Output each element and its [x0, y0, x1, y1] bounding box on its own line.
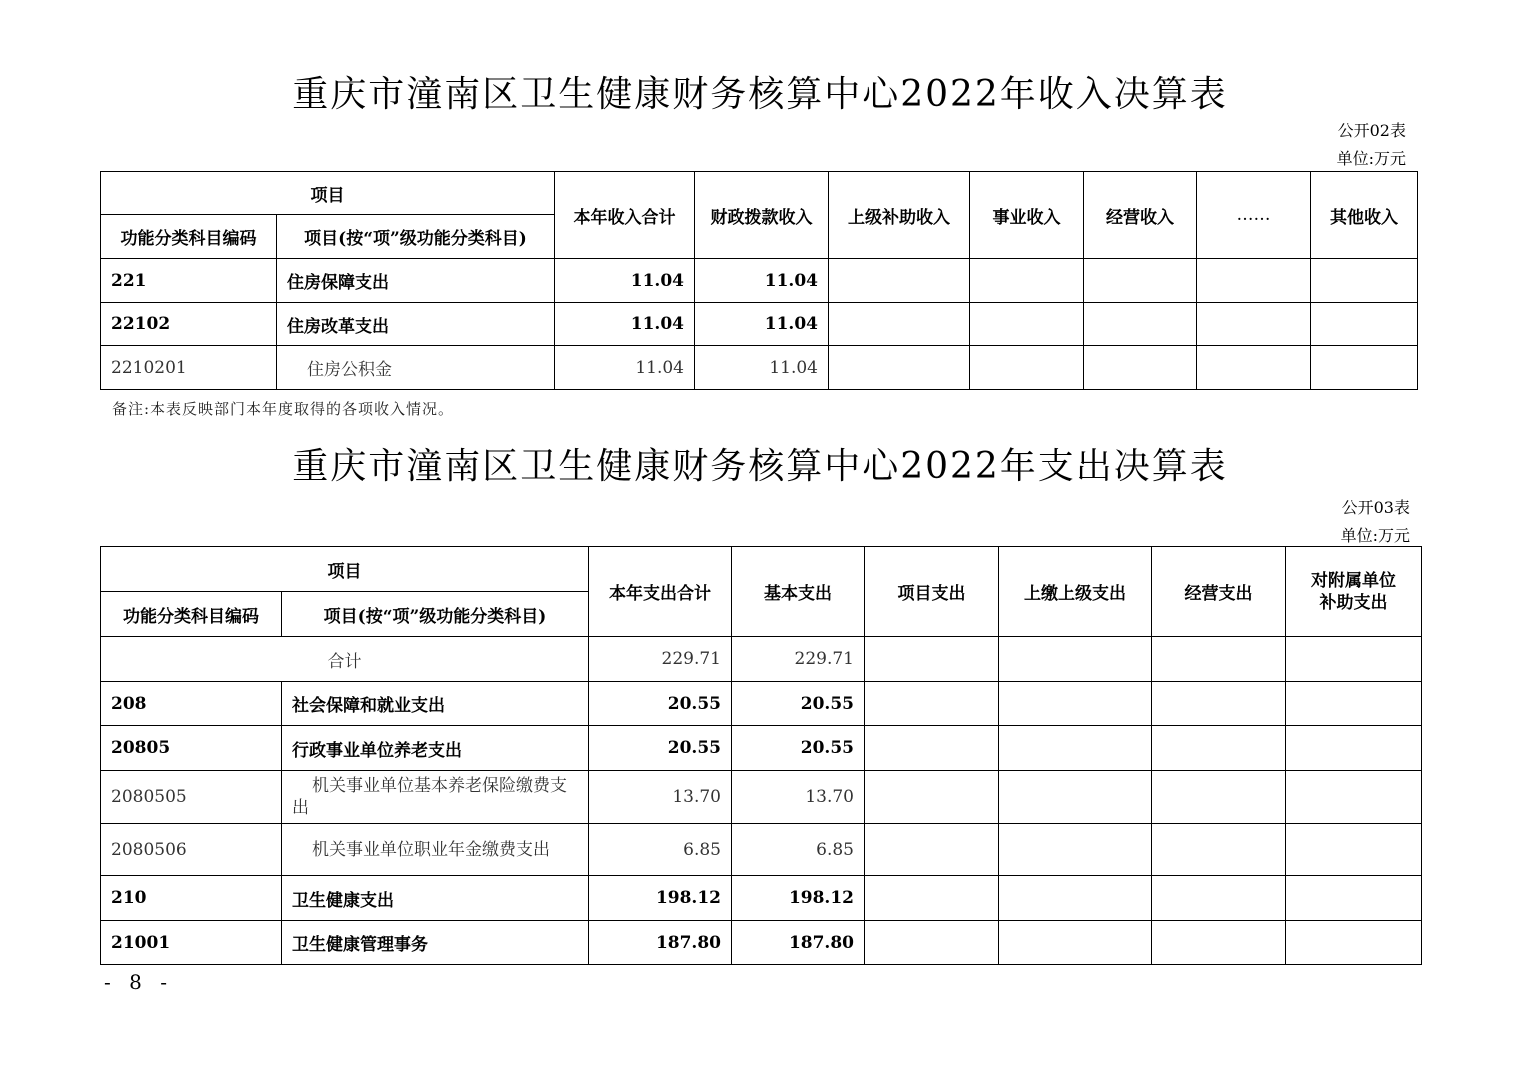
empty-cell: [1152, 771, 1286, 824]
empty-cell: [1084, 259, 1197, 303]
income-table-number: 公开02表: [1337, 121, 1406, 140]
table-row: [101, 824, 1422, 876]
expense-header-row: [101, 547, 1422, 592]
row-code: 22102: [101, 303, 277, 346]
table-row: [101, 346, 1418, 390]
empty-cell: [1152, 726, 1286, 771]
total-basic: 229.71: [732, 637, 865, 682]
table-row: [101, 726, 1422, 771]
table-row: [101, 303, 1418, 346]
row-code: 2080506: [101, 824, 282, 876]
row-code: 2080505: [101, 771, 282, 824]
empty-cell: [1084, 303, 1197, 346]
total-value: 229.71: [589, 637, 732, 682]
expense-header-project: 项目支出: [865, 547, 999, 637]
expense-header-name: 项目(按“项”级功能分类科目): [282, 592, 589, 637]
empty-cell: [999, 876, 1152, 921]
income-header-fiscal: 财政拨款收入: [695, 172, 829, 259]
empty-cell: [1197, 346, 1311, 390]
income-note: 备注:本表反映部门本年度取得的各项收入情况。: [112, 400, 455, 418]
row-basic: 20.55: [732, 682, 865, 726]
empty-cell: [999, 771, 1152, 824]
expense-header-total: 本年支出合计: [589, 547, 732, 637]
row-fiscal: 11.04: [695, 303, 829, 346]
row-basic: 187.80: [732, 921, 865, 965]
total-label: 合计: [101, 637, 589, 682]
expense-header-group: 项目: [101, 547, 589, 592]
empty-cell: [865, 824, 999, 876]
row-name: 机关事业单位职业年金缴费支出: [282, 824, 589, 876]
row-total: 11.04: [555, 346, 695, 390]
income-header-code: 功能分类科目编码: [101, 215, 277, 259]
row-total: 11.04: [555, 303, 695, 346]
row-fiscal: 11.04: [695, 346, 829, 390]
row-name: 住房公积金: [277, 346, 555, 390]
expense-table-number: 公开03表: [1341, 498, 1410, 517]
row-basic: 6.85: [732, 824, 865, 876]
row-code: 20805: [101, 726, 282, 771]
empty-cell: [865, 771, 999, 824]
empty-cell: [1286, 726, 1422, 771]
empty-cell: [865, 921, 999, 965]
expense-header-code: 功能分类科目编码: [101, 592, 282, 637]
empty-cell: [1152, 824, 1286, 876]
expense-unit: 单位:万元: [1340, 526, 1410, 545]
empty-cell: [1197, 303, 1311, 346]
row-code: 21001: [101, 921, 282, 965]
table-row: [101, 682, 1422, 726]
expense-header-remit: 上缴上级支出: [999, 547, 1152, 637]
empty-cell: [1084, 346, 1197, 390]
income-header-other: 其他收入: [1311, 172, 1418, 259]
empty-cell: [970, 346, 1084, 390]
table-row: [101, 259, 1418, 303]
empty-cell: [999, 637, 1152, 682]
row-name: 行政事业单位养老支出: [282, 726, 589, 771]
empty-cell: [1197, 259, 1311, 303]
row-basic: 20.55: [732, 726, 865, 771]
empty-cell: [999, 682, 1152, 726]
empty-cell: [1152, 921, 1286, 965]
income-header-name: 项目(按“项”级功能分类科目): [277, 215, 555, 259]
expense-table: [100, 546, 1422, 965]
row-name: 住房保障支出: [277, 259, 555, 303]
income-table: [100, 171, 1418, 390]
income-header-superior: 上级补助收入: [829, 172, 970, 259]
income-unit: 单位:万元: [1336, 149, 1406, 168]
empty-cell: [970, 303, 1084, 346]
row-basic: 198.12: [732, 876, 865, 921]
row-total: 198.12: [589, 876, 732, 921]
income-header-row: [101, 172, 1418, 215]
empty-cell: [865, 637, 999, 682]
row-name: 卫生健康管理事务: [282, 921, 589, 965]
expense-header-operating: 经营支出: [1152, 547, 1286, 637]
empty-cell: [1286, 876, 1422, 921]
row-code: 221: [101, 259, 277, 303]
page-number: - 8 -: [104, 970, 173, 994]
row-total: 20.55: [589, 682, 732, 726]
expense-title: 重庆市潼南区卫生健康财务核算中心2022年支出决算表: [292, 446, 1228, 487]
row-fiscal: 11.04: [695, 259, 829, 303]
income-header-ellipsis: ……: [1197, 172, 1311, 259]
income-header-total: 本年收入合计: [555, 172, 695, 259]
empty-cell: [829, 346, 970, 390]
empty-cell: [999, 824, 1152, 876]
empty-cell: [999, 921, 1152, 965]
empty-cell: [829, 303, 970, 346]
empty-cell: [1286, 771, 1422, 824]
income-title: 重庆市潼南区卫生健康财务核算中心2022年收入决算表: [292, 74, 1228, 115]
row-total: 6.85: [589, 824, 732, 876]
empty-cell: [1311, 346, 1418, 390]
income-header-business: 事业收入: [970, 172, 1084, 259]
row-name: 住房改革支出: [277, 303, 555, 346]
row-total: 11.04: [555, 259, 695, 303]
row-total: 187.80: [589, 921, 732, 965]
table-row: [101, 771, 1422, 824]
empty-cell: [1152, 682, 1286, 726]
row-total: 13.70: [589, 771, 732, 824]
row-name: 机关事业单位基本养老保险缴费支出: [282, 771, 589, 824]
table-row: [101, 876, 1422, 921]
empty-cell: [1286, 637, 1422, 682]
row-name: 卫生健康支出: [282, 876, 589, 921]
income-header-group: 项目: [101, 172, 555, 215]
income-header-operating: 经营收入: [1084, 172, 1197, 259]
empty-cell: [1286, 824, 1422, 876]
empty-cell: [1286, 921, 1422, 965]
empty-cell: [1152, 637, 1286, 682]
empty-cell: [1311, 303, 1418, 346]
total-row: [101, 637, 1422, 682]
empty-cell: [1152, 876, 1286, 921]
empty-cell: [865, 726, 999, 771]
row-code: 210: [101, 876, 282, 921]
table-row: [101, 921, 1422, 965]
empty-cell: [970, 259, 1084, 303]
row-code: 2210201: [101, 346, 277, 390]
row-code: 208: [101, 682, 282, 726]
row-name: 社会保障和就业支出: [282, 682, 589, 726]
expense-header-subsidy: 对附属单位补助支出: [1286, 547, 1422, 637]
empty-cell: [1311, 259, 1418, 303]
empty-cell: [829, 259, 970, 303]
empty-cell: [1286, 682, 1422, 726]
empty-cell: [999, 726, 1152, 771]
expense-header-basic: 基本支出: [732, 547, 865, 637]
empty-cell: [865, 876, 999, 921]
row-basic: 13.70: [732, 771, 865, 824]
row-total: 20.55: [589, 726, 732, 771]
empty-cell: [865, 682, 999, 726]
